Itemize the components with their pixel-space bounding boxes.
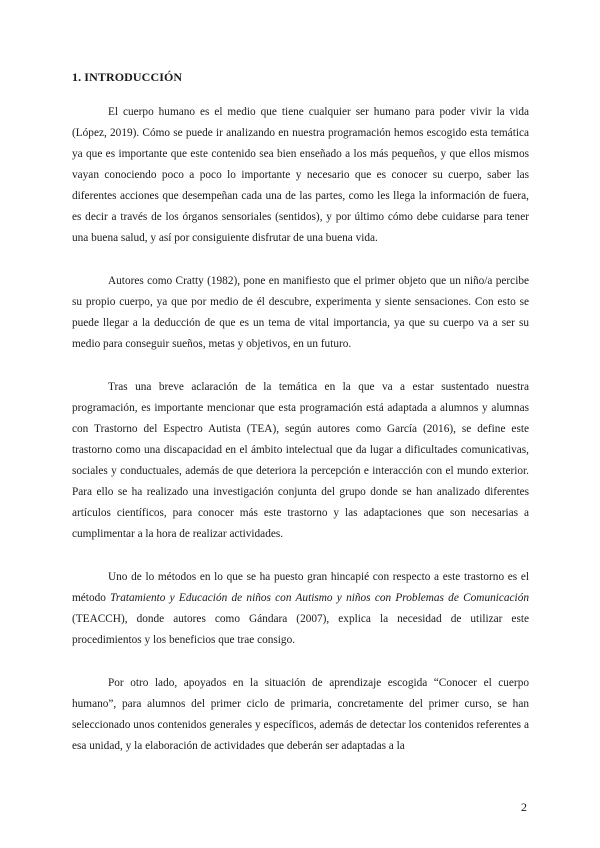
section-heading: 1. INTRODUCCIÓN: [72, 70, 183, 84]
paragraph-3: Tras una breve aclaración de la temática en la que va a estar sustentado nuestra programación, es importante mencionar que esta programación está adaptada a alumnos y alumnas con Trastorno del Espectro Autista (TEA), según autores como García (2016), se define este trastorno como una discapacidad en el ámbito intelectual que da lugar a dificultades comunicativas, sociales y conductuales, además de que deteriora la percepción e interacción con el mundo exterior. Para ello se ha realizado una investigación conjunta del grupo donde se han analizado diferentes artículos científicos, para conocer más este trastorno y las adaptaciones que son necesarias a cumplimentar a la hora de realizar actividades.: [72, 381, 529, 540]
paragraph-5: Por otro lado, apoyados en la situación de aprendizaje escogida “Conocer el cuerpo humano”, para alumnos del primer ciclo de primaria, concretamente del primer curso, se han seleccionado unos contenidos generales y específicos, además de detectar los contenidos referentes a esa unidad, y la elaboración de actividades que deberán ser adaptadas a la: [72, 677, 529, 752]
paragraph-1: El cuerpo humano es el medio que tiene cualquier ser humano para poder vivir la vida (López, 2019). Cómo se puede ir analizando en nuestra programación hemos escogido esta temática ya que es importante que este contenido sea bien enseñado a los más pequeños, y que ellos mismos vayan conociendo poco a poco lo importante y necesario que es conocer su cuerpo, saber las diferentes acciones que desempeñan cada una de las partes, como les llega la información de fuera, es decir a través de los órganos sensoriales (sentidos), y por último cómo debe cuidarse para tener una buena salud, y así por consiguiente disfrutar de una buena vida.: [72, 106, 529, 244]
teacch-method-title: Tratamiento y Educación de niños con Autismo y niños con Problemas de Comunicación: [110, 592, 529, 604]
body-text: [72, 102, 529, 757]
paragraph-4-before: Uno de lo métodos en lo que se ha puesto gran hincapié con respecto a este trastorno es el método: [72, 571, 529, 604]
paragraph-2: Autores como Cratty (1982), pone en manifiesto que el primer objeto que un niño/a percibe su propio cuerpo, ya que por medio de él descubre, experimenta y siente sensaciones. Con esto se puede llegar a la deducción de que es un tema de vital importancia, ya que su cuerpo va a ser su medio para conseguir sueños, metas y objetivos, en un futuro.: [72, 275, 529, 350]
paragraph-4: [72, 567, 529, 651]
page-number: 2: [521, 800, 527, 814]
paragraph-4-after: (TEACCH), donde autores como Gándara (2007), explica la necesidad de utilizar este procedimientos y los beneficios que trae consigo.: [72, 613, 529, 646]
